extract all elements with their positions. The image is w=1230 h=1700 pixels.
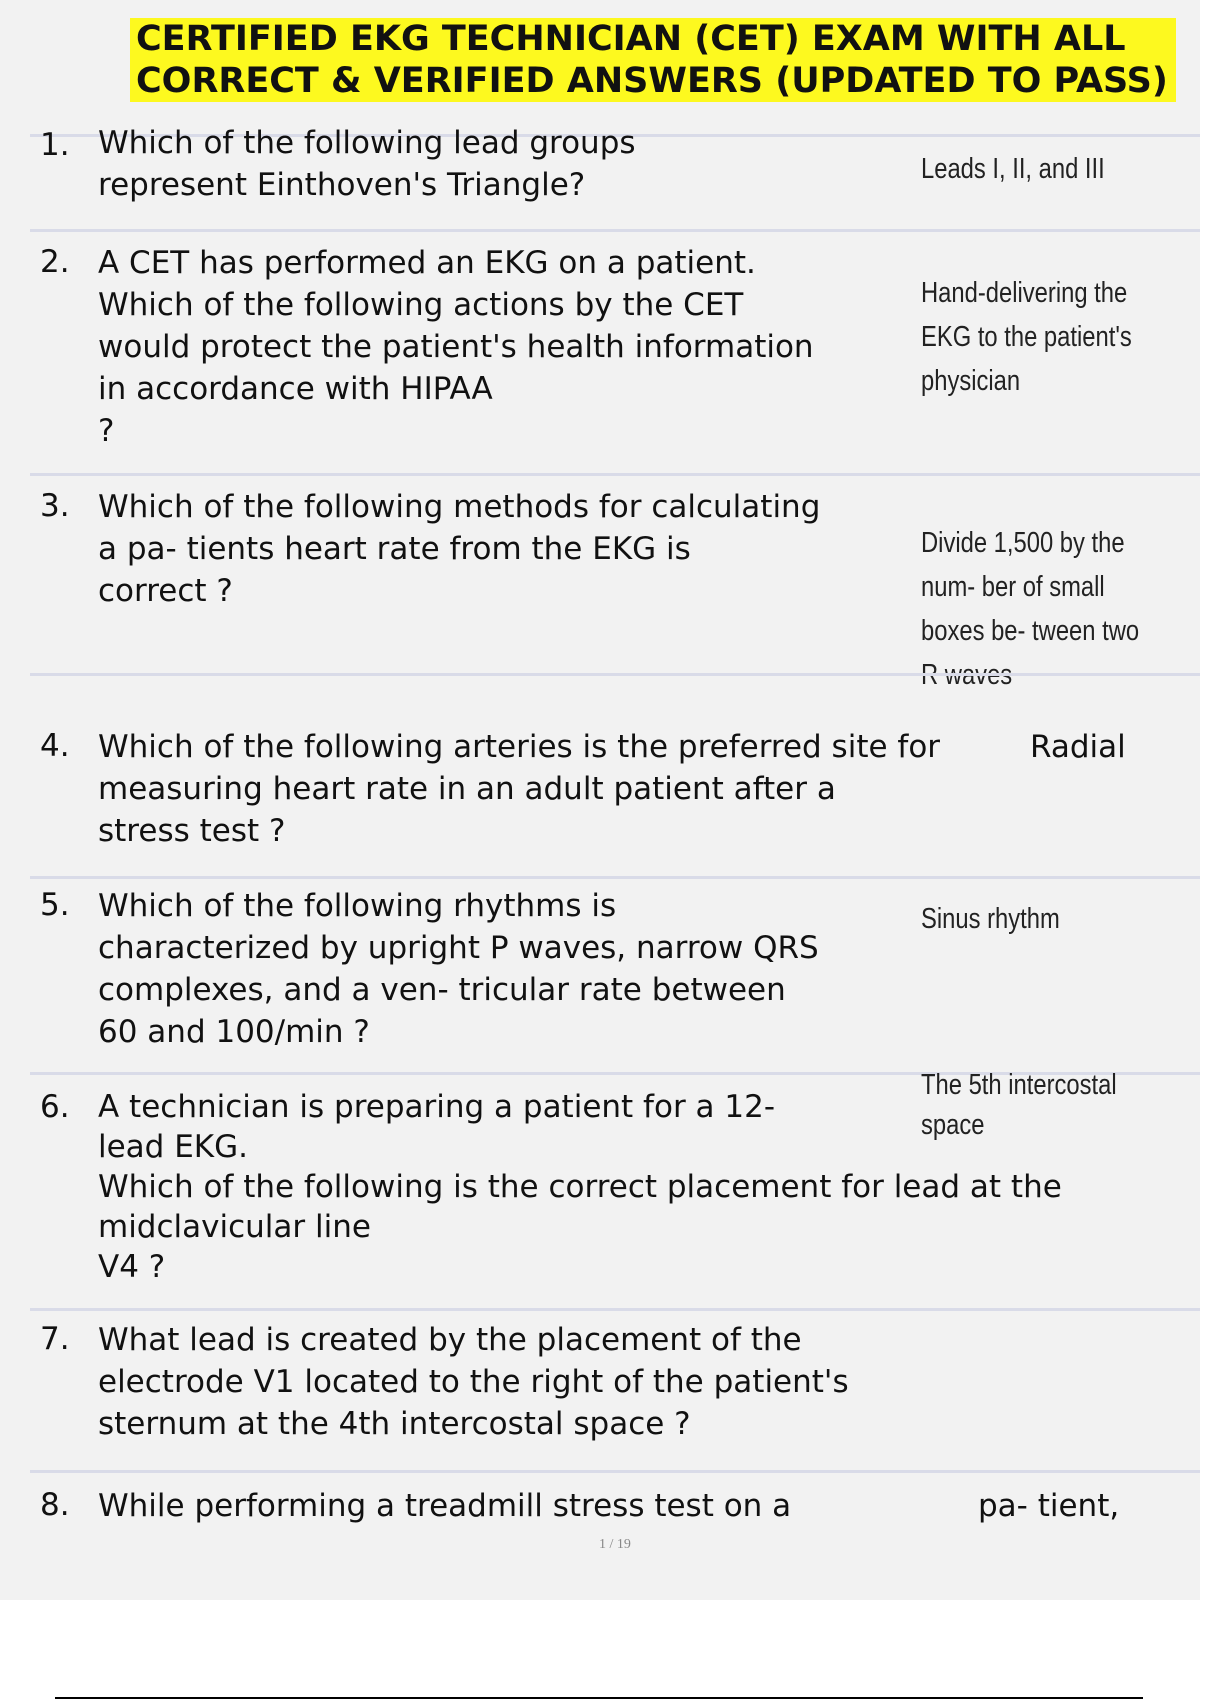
answer-text: Radial: [1030, 729, 1126, 765]
question-number: 2.: [40, 244, 70, 280]
answer-text: pa- tient,: [978, 1488, 1120, 1524]
question-row-1: [30, 125, 1200, 232]
question-number: 1.: [40, 127, 70, 163]
question-row-5: [30, 876, 1200, 1075]
question-row-3: [30, 473, 1200, 691]
answer-text: Hand-delivering the EKG to the patient's physician: [921, 277, 1132, 397]
title-line-2: CORRECT & VERIFIED ANSWERS (UPDATED TO PASS): [136, 61, 1168, 101]
answer-text: The 5th intercostal space: [921, 1069, 1117, 1141]
question-row-2: [30, 229, 1200, 476]
question-number: 4.: [40, 728, 70, 764]
title-line-1: CERTIFIED EKG TECHNICIAN (CET) EXAM WITH ALL: [136, 19, 1126, 59]
question-text: Which of the following methods for calculating a pa- tients heart rate from the EKG is correct ?: [98, 489, 821, 609]
question-row-4: [30, 673, 1200, 879]
question-row-8: [30, 1470, 1200, 1533]
question-row-7: [30, 1308, 1200, 1473]
question-row-6: [30, 1069, 1200, 1311]
question-text: A technician is preparing a patient for a 12- lead EKG. Which of the following is the correct placement for lead at the midclavicular line V4 ?: [98, 1089, 1062, 1285]
question-text: While performing a treadmill stress test on a: [98, 1488, 792, 1524]
footer-divider: [55, 1697, 1143, 1699]
question-text: What lead is created by the placement of the electrode V1 located to the right of the patient's sternum at the 4th intercostal space ?: [98, 1322, 849, 1442]
question-number: 8.: [40, 1487, 70, 1523]
page-number: 1 / 19: [599, 1537, 631, 1552]
question-text: Which of the following rhythms is characterized by upright P waves, narrow QRS complexes, and a ven- tricular rate between 60 and 100/min ?: [98, 888, 819, 1050]
answer-text: Leads I, II, and III: [921, 153, 1105, 185]
question-number: 7.: [40, 1321, 70, 1357]
document-title: [130, 18, 1176, 102]
answer-text: Sinus rhythm: [921, 903, 1060, 935]
question-text: Which of the following lead groups represent Einthoven's Triangle?: [98, 125, 636, 203]
question-text: Which of the following arteries is the preferred site for measuring heart rate in an adult patient after a stress test ?: [98, 729, 941, 849]
question-number: 6.: [40, 1089, 70, 1125]
answer-text: Divide 1,500 by the num- ber of small boxes be- tween two R waves: [921, 527, 1140, 691]
question-number: 5.: [40, 887, 70, 923]
question-number: 3.: [40, 488, 70, 524]
question-text: A CET has performed an EKG on a patient. Which of the following actions by the CET would protect the patient's health information in accordance with HIPAA ?: [98, 245, 814, 449]
